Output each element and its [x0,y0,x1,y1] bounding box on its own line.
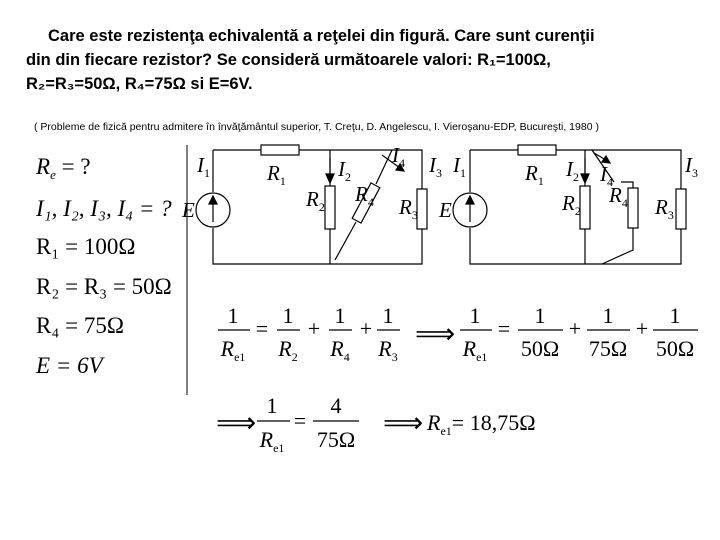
implies-arrow-1: ⟹ [415,319,456,350]
c1-label-r4: $R_4$ [355,182,374,209]
c2-label-r3: $R_3$ [655,195,674,222]
equation-1 [218,303,400,364]
c2-resistor-r1 [518,145,556,155]
eq1-den-r3: $R_3$ [378,336,398,364]
result-re: $R_{e1}= 18,75\Omega$ [427,410,536,438]
eq2-den-re: $R_{e1}$ [462,336,488,364]
eq1-num: 1 [282,303,294,328]
c1-label-i2: $I_2$ [338,157,351,184]
c1-wire-r4-top [376,150,392,184]
eq1-plus: + [307,316,321,341]
c2-label-i2: $I_2$ [566,157,579,184]
equation-3 [257,393,359,455]
eq3-equals: = [293,408,307,433]
c1-wire-bottom [213,228,422,264]
c2-label-i1: $I_1$ [453,153,466,180]
eq1-num: 1 [227,303,239,328]
given-r1: R₁ = 100Ω [36,234,136,259]
eq2-num: 1 [669,303,681,328]
given-currents: I₁, I₂, I₃, I₄ = ? [36,196,172,221]
eq2-plus: + [635,316,649,341]
c1-resistor-r2 [325,186,335,229]
c2-label-e: E [439,198,452,222]
eq1-plus: + [359,316,373,341]
eq2-plus: + [568,316,582,341]
eq3-num-4: 4 [330,393,342,418]
source-citation: ( Probleme de fizică pentru admitere în învăţământul superior, T. Creţu, D. Angelescu, I. Vieroşanu-EDP, Bucureşti, 1980 ) [34,121,599,133]
given-re: $R_e$ = ? [36,154,91,182]
eq3-num: 1 [266,393,278,418]
c1-label-i1: $I_1$ [197,153,210,180]
eq1-den-re: $R_{e1}$ [220,336,246,364]
c1-resistor-r1 [261,145,299,155]
problem-line-3: R₂=R₃=50Ω, R₄=75Ω si E=6V. [26,75,253,93]
eq2-num: 1 [602,303,614,328]
given-data [35,154,172,378]
c1-label-i3: $I_3$ [429,153,442,180]
c2-label-i3: $I_3$ [685,153,698,180]
eq2-den-1: 50Ω [520,336,560,361]
eq2-num: 1 [469,303,481,328]
c1-source-arrowhead [209,196,217,204]
c1-wire-r4-bottom [335,222,356,260]
c1-label-i4: $I_4$ [392,143,405,170]
c1-label-r2: $R_2$ [306,187,325,214]
problem-line-2: din din fiecare rezistor? Se consideră următoarele valori: R₁=100Ω, [26,51,551,69]
eq2-equals: = [497,316,511,341]
problem-line-1: Care este rezistenţa echivalentă a reţelei din figură. Care sunt curenţii [48,27,595,45]
c1-i2-arrowhead [326,174,334,183]
eq2-num: 1 [534,303,546,328]
eq1-equals: = [255,316,269,341]
c2-i2-arrowhead [581,174,589,183]
c2-resistor-r4 [628,188,638,228]
implies-arrow-3: ⟹ [383,408,424,439]
eq3-den: 75Ω [316,427,356,452]
equation-2 [460,303,698,364]
c2-source-arrowhead [466,196,474,204]
circuit-2-labels [438,153,698,222]
c2-resistor-r3 [676,189,686,229]
c1-label-e: E [182,198,195,222]
c2-label-r1: $R_1$ [525,161,544,188]
given-e: E = 6V [36,353,103,378]
c2-resistor-r2 [580,186,590,229]
c1-resistor-r3 [417,189,427,229]
eq3-den-re: $R_{e1}$ [259,427,285,455]
eq2-den-2: 75Ω [588,336,628,361]
c2-label-r4: $R_4$ [609,183,628,210]
c2-wire-r4-bottom [602,228,633,264]
c1-label-r1: $R_1$ [267,161,286,188]
c1-label-r3: $R_3$ [399,195,418,222]
eq1-num: 1 [382,303,394,328]
eq2-den-3: 50Ω [655,336,695,361]
eq1-den-r4: $R_4$ [330,336,350,364]
eq1-num: 1 [334,303,346,328]
eq1-den-r2: $R_2$ [278,336,298,364]
c2-label-i4: $I_4$ [600,162,613,189]
circuit-1-labels [181,143,442,222]
given-r4: R₄ = 75Ω [36,313,124,338]
c2-label-r2: $R_2$ [562,191,581,218]
given-r23: R₂ = R₃ = 50Ω [36,274,172,299]
implies-arrow-2: ⟹ [216,408,257,439]
c2-wire-bottom [470,228,681,264]
